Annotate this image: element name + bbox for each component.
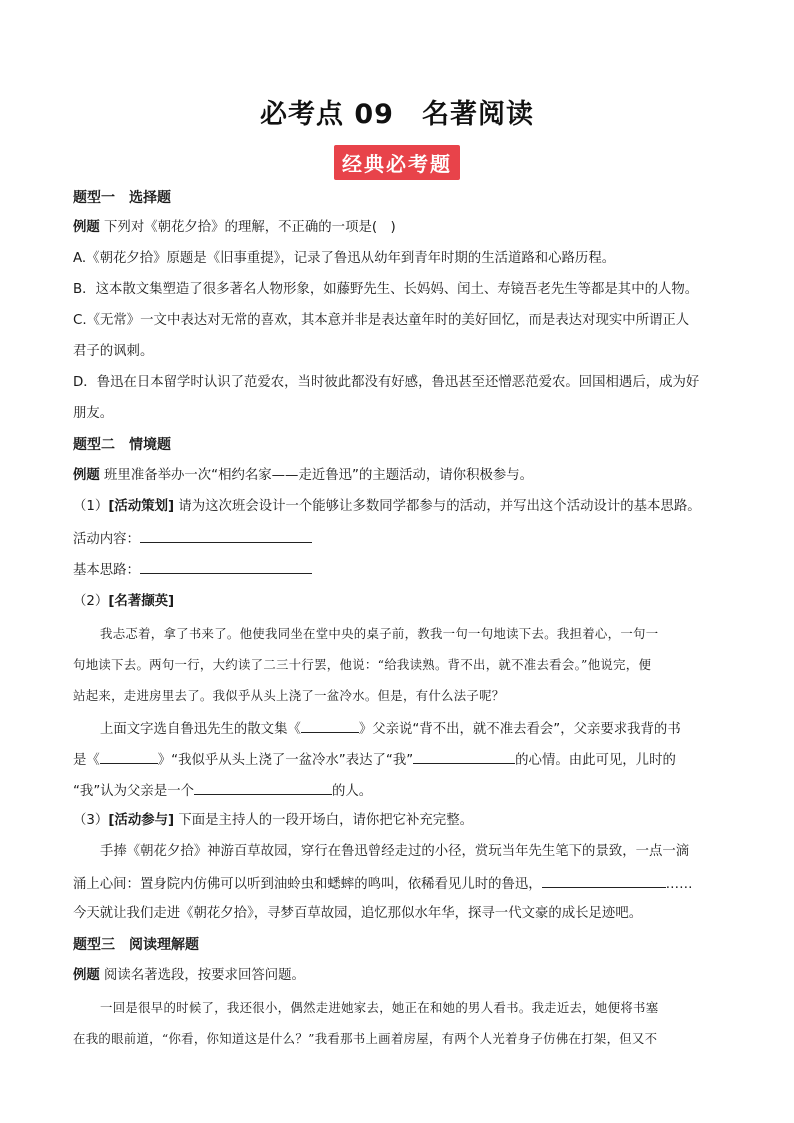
classic-badge: 经典必考题 [334, 145, 460, 180]
option-c: C.《无常》一文中表达对无常的喜欢，其本意并非是表达童年时的美好回忆，而是表达对现实中所谓正人 [73, 313, 690, 328]
host-line-3: 今天就让我们走进《朝花夕拾》，寻梦百草故园，追忆那似水年华，探寻一代文豪的成长足迹吧。 [73, 906, 643, 921]
excerpt-line: 站起来，走进房里去了。我似乎从头上浇了一盆冷水。但是，有什么法子呢？ [73, 688, 505, 703]
basic-idea-row: 基本思路： [73, 559, 733, 581]
father-blank[interactable] [194, 780, 332, 795]
subquestion-1: （1）[活动策划] 请为这次班会设计一个能够让多数同学都参与的活动，并写出这个活动设计的基本思路。 [73, 499, 701, 514]
question-prompt: 例题 阅读名著选段，按要求回答问题。 [73, 968, 305, 983]
subquestion-2: （2）[名著撷英] [73, 594, 175, 609]
excerpt-line: 一回是很早的时候了，我还很小，偶然走进她家去，她正在和她的男人看书。我走近去，她便将书塞 [100, 1000, 659, 1015]
excerpt-line: 我忐忑着，拿了书来了。他使我同坐在堂中央的桌子前，教我一句一句地读下去。我担着心，一句一 [100, 626, 659, 641]
fill-line-2: 是《 》“我似乎从头上浇了一盆冷水”表达了“我” 的心情。由此可见，儿时的 [73, 749, 733, 771]
option-a: A.《朝花夕拾》原题是《旧事重提》，记录了鲁迅从幼年到青年时期的生活道路和心路历程。 [73, 251, 616, 266]
book-blank[interactable] [100, 749, 158, 764]
feeling-blank[interactable] [413, 749, 515, 764]
excerpt-line: 在我的眼前道，“你看，你知道这是什么？”我看那书上画着房屋，有两个人光着身子仿佛在打架，但又不 [73, 1031, 658, 1046]
fill-line-3: “我”认为父亲是一个 的人。 [73, 780, 733, 802]
page-title: 必考点 09 名著阅读 [260, 99, 534, 130]
section-heading-scenario: 题型二 情境题 [73, 437, 171, 453]
excerpt-line: 句地读下去。两句一行，大约读了二三十行罢，他说：“给我读熟。背不出，就不准去看会。”他说完，便 [73, 657, 652, 672]
option-c-cont: 君子的讽刺。 [73, 344, 154, 359]
opening-blank[interactable] [542, 873, 666, 888]
section-heading-choice: 题型一 选择题 [73, 190, 171, 206]
fill-line-1: 上面文字选自鲁迅先生的散文集《 》父亲说“背不出，就不准去看会”，父亲要求我背的书 [100, 718, 760, 740]
basic-idea-blank[interactable] [140, 559, 312, 574]
activity-content-blank[interactable] [140, 528, 312, 543]
option-d-cont: 朋友。 [73, 406, 114, 421]
host-line-2: 涌上心间：置身院内仿佛可以听到油蛉虫和蟋蟀的鸣叫，依稀看见儿时的鲁迅， …… [73, 873, 733, 895]
option-b: B．这本散文集塑造了很多著名人物形象，如藤野先生、长妈妈、闰土、寿镜吾老先生等都是其中的人物。 [73, 282, 699, 297]
collection-blank[interactable] [301, 718, 359, 733]
question-prompt: 例题 下列对《朝花夕拾》的理解，不正确的一项是( ) [73, 220, 396, 235]
host-line-1: 手捧《朝花夕拾》神游百草故园，穿行在鲁迅曾经走过的小径，赏玩当年先生笔下的景致，一点一滴 [100, 844, 690, 859]
activity-content-row: 活动内容： [73, 528, 733, 550]
section-heading-reading: 题型三 阅读理解题 [73, 937, 199, 953]
subquestion-3: （3）[活动参与] 下面是主持人的一段开场白，请你把它补充完整。 [73, 813, 473, 828]
question-prompt: 例题 班里准备举办一次“相约名家——走近鲁迅”的主题活动，请你积极参与。 [73, 468, 534, 483]
option-d: D．鲁迅在日本留学时认识了范爱农，当时彼此都没有好感，鲁迅甚至还憎恶范爱农。回国相遇后，成为好 [73, 375, 700, 390]
